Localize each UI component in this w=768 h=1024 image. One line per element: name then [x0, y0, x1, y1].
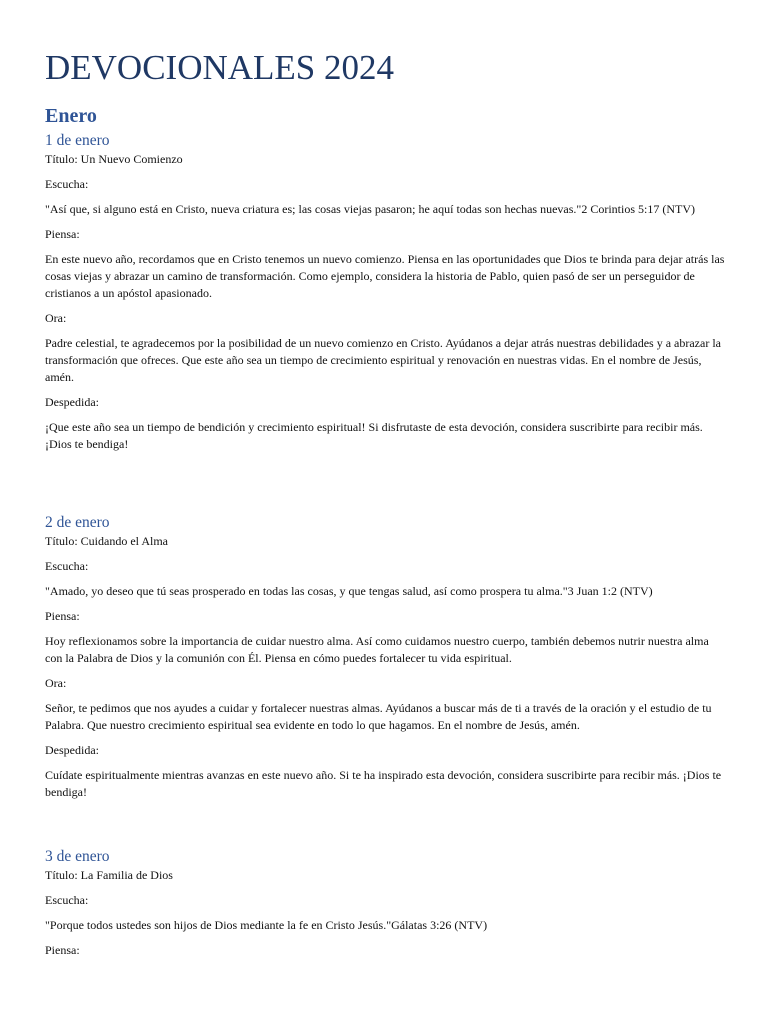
farewell-label: Despedida: [45, 395, 99, 409]
think-label: Piensa: [45, 943, 80, 957]
devotional-title: Título: Cuidando el Alma [45, 534, 168, 548]
reflection-text: En este nuevo año, recordamos que en Cristo tenemos un nuevo comienzo. Piensa en las oportunidades que Dios te brinda para dejar atrás las cosas viejas y abrazar un camino de transformación. Como ejemplo, considera la historia de Pablo, quien pasó de ser un perseguidor de cristianos a un apóstol apasionado. [45, 252, 725, 300]
verse-text: "Porque todos ustedes son hijos de Dios mediante la fe en Cristo Jesús."Gálatas 3:26 (NTV) [45, 918, 488, 932]
day-heading: 2 de enero [45, 514, 110, 531]
devotional-title: Título: La Familia de Dios [45, 868, 173, 882]
prayer-text: Señor, te pedimos que nos ayudes a cuidar y fortalecer nuestras almas. Ayúdanos a buscar más de ti a través de la oración y el estudio de tu Palabra. Que nuestro crecimiento espiritual sea evidente en todo lo que hagamos. En el nombre de Jesús, amén. [45, 701, 712, 732]
listen-label: Escucha: [45, 893, 89, 907]
listen-label: Escucha: [45, 559, 89, 573]
prayer-text: Padre celestial, te agradecemos por la posibilidad de un nuevo comienzo en Cristo. Ayúdanos a dejar atrás nuestras debilidades y a abrazar la transformación que ofreces. Que este año sea un tiempo de crecimiento espiritual y renovación en nuestras vidas. En el nombre de Jesús, amén. [45, 336, 721, 384]
think-label: Piensa: [45, 609, 80, 623]
pray-label: Ora: [45, 676, 67, 690]
farewell-label: Despedida: [45, 743, 99, 757]
verse-text: "Amado, yo deseo que tú seas prosperado en todas las cosas, y que tengas salud, así como prospera tu alma."3 Juan 1:2 (NTV) [45, 584, 653, 598]
listen-label: Escucha: [45, 177, 89, 191]
pray-label: Ora: [45, 311, 67, 325]
reflection-text: Hoy reflexionamos sobre la importancia de cuidar nuestro alma. Así como cuidamos nuestro cuerpo, también debemos nutrir nuestra alma con la Palabra de Dios y la comunión con Él. Piensa en cómo puedes fortalecer tu vida espiritual. [45, 634, 709, 665]
verse-text: "Así que, si alguno está en Cristo, nueva criatura es; las cosas viejas pasaron; he aquí todas son hechas nuevas."2 Corintios 5:17 (NTV) [45, 202, 695, 216]
farewell-text: Cuídate espiritualmente mientras avanzas en este nuevo año. Si te ha inspirado esta devoción, considera suscribirte para recibir más. ¡Dios te bendiga! [45, 768, 722, 799]
day-heading: 1 de enero [45, 132, 110, 149]
day-heading: 3 de enero [45, 848, 110, 865]
devotional-day-1 [45, 131, 725, 461]
think-label: Piensa: [45, 227, 80, 241]
devotional-day-2 [45, 513, 725, 809]
devotional-title: Título: Un Nuevo Comienzo [45, 152, 183, 166]
devotional-day-3 [45, 847, 725, 967]
month-heading: Enero [45, 105, 97, 127]
document-title: DEVOCIONALES 2024 [45, 48, 395, 87]
farewell-text: ¡Que este año sea un tiempo de bendición y crecimiento espiritual! Si disfrutaste de esta devoción, considera suscribirte para recibir más. ¡Dios te bendiga! [45, 420, 703, 451]
